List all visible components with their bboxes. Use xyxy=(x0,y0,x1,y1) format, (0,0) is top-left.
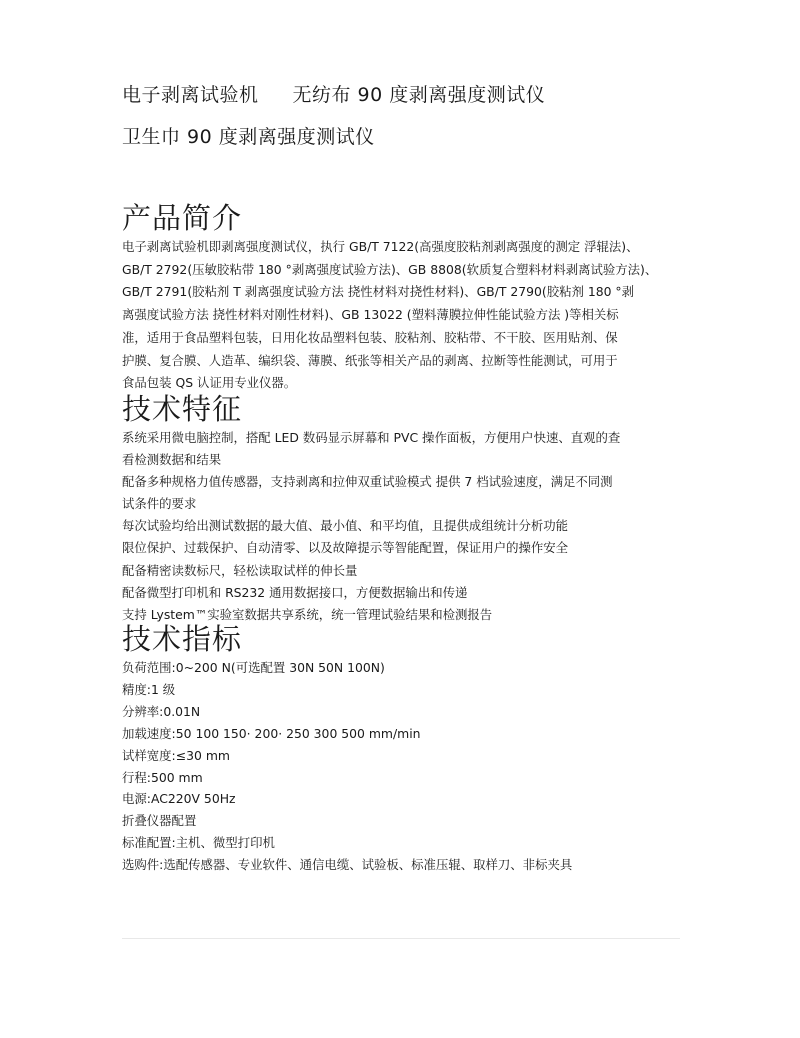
intro-heading: 产品简介 xyxy=(122,201,243,235)
specs-list xyxy=(122,657,572,876)
product-title-sanitary-tester: 卫生巾 90 度剥离强度测试仪 xyxy=(122,126,375,148)
product-title-nonwoven-tester: 无纺布 90 度剥离强度测试仪 xyxy=(292,84,546,106)
features-list xyxy=(122,427,687,626)
feature-line: 试条件的要求 xyxy=(122,496,197,512)
footer-divider xyxy=(122,938,680,939)
spec-line: 负荷范围:0~200 N(可选配置 30N 50N 100N) xyxy=(122,660,385,675)
intro-line: GB/T 2791(胶粘剂 T 剥离强度试验方法 挠性材料对挠性材料)、GB/T 2790(胶粘剂 180 °剥 xyxy=(122,284,635,300)
product-title-peel-tester: 电子剥离试验机 xyxy=(122,84,259,106)
feature-line: 每次试验均给出测试数据的最大值、最小值、和平均值，且提供成组统计分析功能 xyxy=(122,518,569,534)
spec-line: 行程:500 mm xyxy=(122,769,203,785)
feature-line: 支持 Lystem™实验室数据共享系统，统一管理试验结果和检测报告 xyxy=(122,606,493,622)
spec-line: 折叠仪器配置 xyxy=(122,813,197,829)
title-line-1 xyxy=(122,80,545,107)
intro-line: 护膜、复合膜、人造革、编织袋、薄膜、纸张等相关产品的剥离、拉断等性能测试，可用于 xyxy=(122,352,618,368)
spec-line: 精度:1 级 xyxy=(122,681,176,697)
specs-heading: 技术指标 xyxy=(122,622,243,656)
feature-line: 配备多种规格力值传感器，支持剥离和拉伸双重试验模式 提供 7 档试验速度，满足不同测 xyxy=(122,474,613,490)
intro-line: GB/T 2792(压敏胶粘带 180 °剥离强度试验方法)、GB 8808(软质复合塑料材料剥离试验方法)、 xyxy=(122,261,658,277)
spec-line: 加载速度:50 100 150· 200· 250 300 500 mm/min xyxy=(122,725,421,741)
spec-line: 标准配置:主机、微型打印机 xyxy=(122,835,275,851)
intro-line: 食品包装 QS 认证用专业仪器。 xyxy=(122,375,297,391)
spec-line: 分辨率:0.01N xyxy=(122,703,201,719)
intro-line: 准，适用于食品塑料包装，日用化妆品塑料包装、胶粘剂、胶粘带、不干胶、医用贴剂、保 xyxy=(122,329,618,345)
feature-line: 配备微型打印机和 RS232 通用数据接口，方便数据输出和传递 xyxy=(122,584,468,600)
spec-line: 选购件:选配传感器、专业软件、通信电缆、试验板、标准压辊、取样刀、非标夹具 xyxy=(122,857,573,873)
intro-paragraph xyxy=(122,236,682,395)
feature-line: 看检测数据和结果 xyxy=(122,452,222,468)
spec-line: 试样宽度:≤30 mm xyxy=(122,747,230,763)
feature-line: 配备精密读数标尺，轻松读取试样的伸长量 xyxy=(122,562,358,578)
feature-line: 系统采用微电脑控制，搭配 LED 数码显示屏幕和 PVC 操作面板，方便用户快速、直观的查 xyxy=(122,430,621,445)
feature-line: 限位保护、过载保护、自动清零、以及故障提示等智能配置，保证用户的操作安全 xyxy=(122,540,569,556)
features-heading: 技术特征 xyxy=(122,392,243,426)
intro-line: 电子剥离试验机即剥离强度测试仪，执行 GB/T 7122(高强度胶粘剂剥离强度的测定 浮辊法)、 xyxy=(122,239,639,254)
intro-line: 离强度试验方法 挠性材料对刚性材料)、GB 13022 (塑料薄膜拉伸性能试验方法 )等相关标 xyxy=(122,307,619,323)
spec-line: 电源:AC220V 50Hz xyxy=(122,791,236,807)
